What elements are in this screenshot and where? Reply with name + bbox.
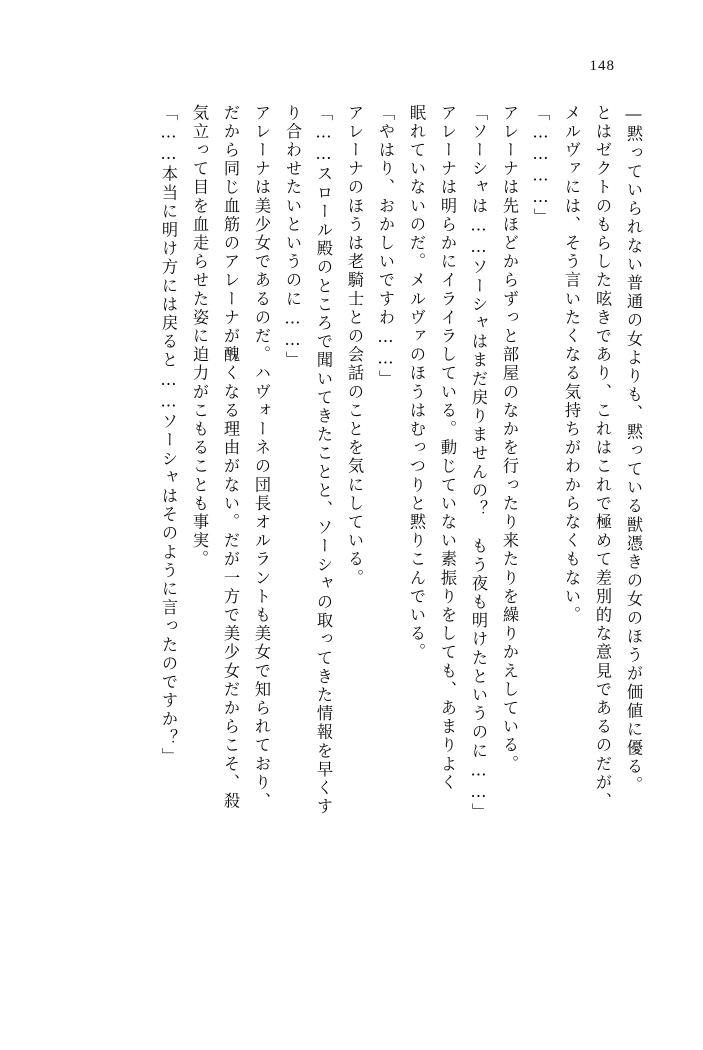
text-line: メルヴァには、そう言いたくなる気持ちがわからなくもない。 xyxy=(562,104,581,625)
vertical-text-body xyxy=(58,104,641,984)
text-line: ―黙っていられない普通の女よりも、黙っている獣憑きの女のほうが価値に優る。 xyxy=(624,104,643,795)
text-line: アレーナは美少女であるのだ。ハヴォーネの団長オルラントも美女で知られており、 xyxy=(252,104,271,811)
text-line: 「…………」 xyxy=(531,104,550,227)
text-line: り合わせたいというのに……」 xyxy=(283,104,302,370)
text-line: 眠れていないのだ。メルヴァのほうはむっつりと黙りこんでいる。 xyxy=(407,104,426,662)
text-line: 「やはり、おかしいですわ……」 xyxy=(376,104,395,389)
page-number: 148 xyxy=(589,58,615,74)
text-line: 「ソーシャは……ソーシャはまだ戻りませんの？ もう夜も明けたというのに……」 xyxy=(469,104,488,822)
text-line: アレーナは明らかにイライラしている。動じていない素振りをしても、あまりよく xyxy=(438,104,457,793)
text-line: 「……本当に明け方には戻ると……ソーシャはそのように言ったのですか？」 xyxy=(159,104,178,767)
text-line: とはゼクトのもらした呟きであり、これはこれで極めて差別的な意見であるのだが、 xyxy=(593,104,612,811)
text-line: だから同じ血筋のアレーナが醜くなる理由がない。だが一方で美少女だからこそ、殺 xyxy=(221,104,240,811)
text-line: アレーナは先ほどからずっと部屋のなかを行ったり来たりを繰りかえしている。 xyxy=(500,104,519,774)
text-line: アレーナのほうは老騎士との会話のことを気にしている。 xyxy=(345,104,364,588)
text-line: 気立って目を血走らせた姿に迫力がこもることも事実。 xyxy=(190,104,209,569)
text-line: 「……スロール殿のところで聞いてきたことと、ソーシャの取ってきた情報を早くす xyxy=(314,104,333,817)
